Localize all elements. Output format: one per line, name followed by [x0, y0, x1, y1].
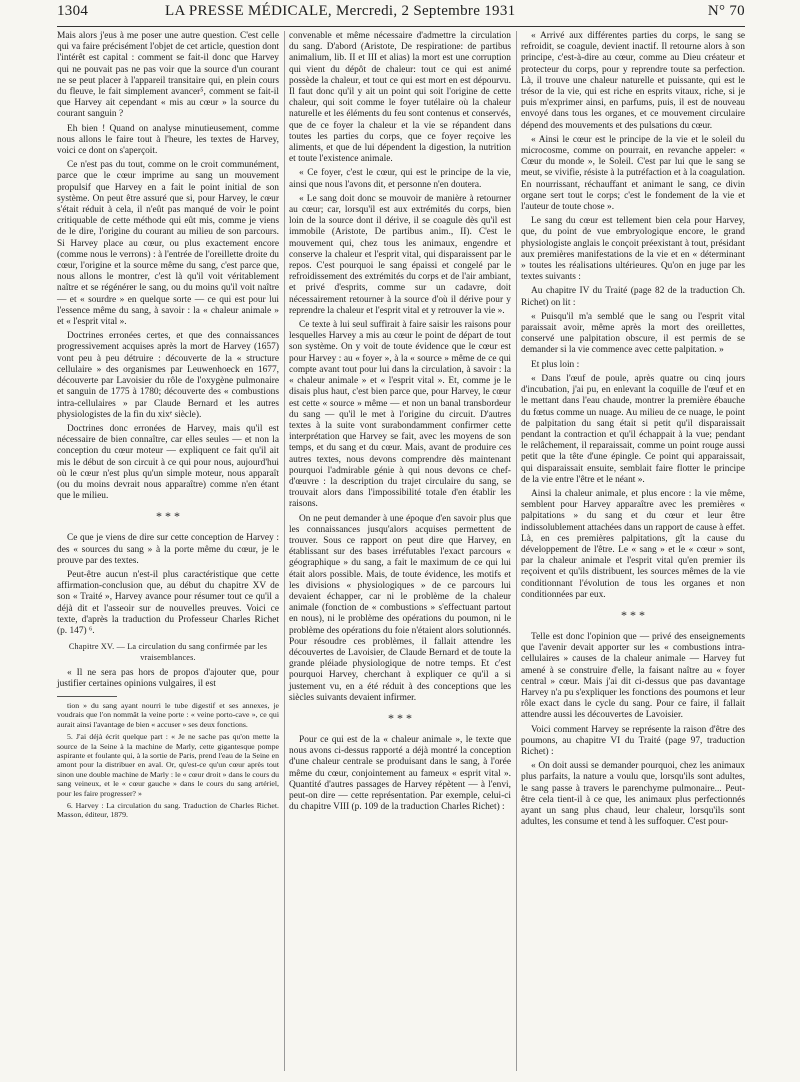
column-divider [516, 31, 517, 1071]
paragraph: Eh bien ! Quand on analyse minutieusement, comme nous allons le faire tout à l'heure, les textes de Harvey, voici ce dont on s'aperçoit. [57, 123, 279, 157]
section-separator: * * * [388, 710, 412, 725]
paragraph: Doctrines erronées certes, et que des connaissances progressivement acquises après la mort de Harvey (1657) vont peu à peu détruire : découverte de la « structure cellulaire » des organismes par Leuwenhoeck en 1677, découverte par Lavoisier du rôle de l'oxygène pulmonaire et sanguin de 1775 à 1780; découverte des « combustions intra-cellulaires » par Claude Bernard et les autres physiologistes de la fin du xixᵉ siècle). [57, 331, 279, 420]
paragraph: Ce n'est pas du tout, comme on le croit communément, parce que le cœur imprime au sang un mouvement propulsif que Harvey en a fait le point initial de son système. On peut être assuré que si, pour Harvey, le cœur s'était réduit à cela, il n'eût pas manqué de voir le point critiquable de cette méthode qui eût mis, comme je viens de le dire, l'origine du courant au milieu de son parcours. Si Harvey place au cœur, ou plus exactement encore (comme nous le verrons) : à l'entrée de l'oreillette droite du cœur, l'origine et la source même du sang, c'est parce que, nous allons le montrer, c'est là qu'il voit véritablement naître et se régénérer le sang, ou du moins qu'il voit naître — et « sourdre » en quelque sorte — ce qui est pour lui l'essence même du sang, à savoir : la « chaleur animale » et « l'esprit vital ». [57, 160, 279, 328]
paragraph: convenable et même nécessaire d'admettre la circulation du sang. D'abord (Aristote, De respiratione: de partibus animalium, lib. II et III et alias) la mort est une corruption qui vient du dépôt de chaleur: tout ce qui est animé possède la chaleur, et tout ce qui est mort en est dépourvu. Il faut donc qu'il y ait un point qui soit l'origine de cette chaleur, qui soit comme le foyer tutélaire où la chaleur naturelle et les éléments du feu sont contenus et conservés, que de ce foyer la chaleur et la vie se répandent dans toutes les parties du corps, que ce foyer reçoive les aliments, et que de lui dépendent la digestion, la nutrition et toute l'existence animale. [289, 31, 511, 165]
paragraph: Ce texte à lui seul suffirait à faire saisir les raisons pour lesquelles Harvey a mis au cœur le point de départ de tout son système. On y voit de toute évidence que le cœur est pour Harvey : au « foyer », à la « source » même de ce qui compte avant tout pour lui dans la circulation, à savoir : la « chaleur animale » et « l'esprit vital ». Et, comme je le disais plus haut, c'est bien parce que, pour Harvey, le cœur est cette « source » même — et non un banal transbordeur du sang — qu'il le met à l'origine du circuit. D'autres textes à la suite vont surabondamment confirmer cette interprétation que Harvey se fait, avec les moyens de son temps, et du sang et du cœur. Mais, avant de produire ces autres textes, nous devons comprendre dès maintenant pourquoi l'admirable génie à qui nous devons ce chef-d'œuvre : la description du trajet circulaire du sang, se trouvait alors dans l'impossibilité totale d'en établir les raisons. [289, 320, 511, 510]
paragraph: Voici comment Harvey se représente la raison d'être des poumons, au chapitre VI du Traité (page 97, traduction Richet) : [521, 724, 745, 757]
section-separator: * * * [621, 607, 645, 622]
paragraph: Au chapitre IV du Traité (page 82 de la traduction Ch. Richet) on lit : [521, 286, 745, 308]
footnote-rule [57, 696, 117, 697]
column-divider [284, 31, 285, 1071]
issue-number: N° 70 [707, 3, 745, 19]
column-3 [521, 31, 745, 831]
paragraph: « On doit aussi se demander pourquoi, chez les animaux plus parfaits, la nature a voulu que, lorsqu'ils sont adultes, le sang passe à travers le parenchyme pulmonaire... Peut-être cela tient-il à ce que, les animaux plus perfectionnés ayant un sang plus chaud, leur chaleur, lorsqu'ils sont adultes, les consume et tend à les suffoquer. C'est pour- [521, 761, 745, 828]
footnote: 5. J'ai déjà écrit quelque part : « Je ne sache pas qu'on mette la source de la Seine à la machine de Marly, cette gigantesque pompe aspirante et foulante qui, à la sortie de Paris, prend l'eau de la Seine en amont pour la distribuer en aval. Or, qu'est-ce qu'un cœur après tout sinon une double machine de Marly : le « cœur droit » dans le cours du sang veineux, et le « cœur gauche » dans le cours du sang artériel, pour les faire progresser? » [57, 732, 279, 798]
page-number: 1304 [57, 3, 89, 19]
paragraph: « Dans l'œuf de poule, après quatre ou cinq jours d'incubation, j'ai pu, en enlevant la coquille de l'œuf et en le mettant dans l'eau chaude, montrer la première ébauche du fœtus comme un nuage. Au milieu de ce nuage, le point de palpitation du sang était si petit qu'il disparaissait pendant la contraction et qu'il échappait à la vue; pendant le relâchement, il reparaissait, comme un point rouge aussi petit que la tête d'une épingle. Ce point qui apparaissait, qui disparaissait ensuite, semblait faire flotter le principe de la vie entre l'être et le néant ». [521, 373, 745, 485]
paragraph: Et plus loin : [531, 359, 580, 370]
paragraph: Mais alors j'eus à me poser une autre question. C'est celle qui va faire précisément l'objet de cet article, question dont l'intérêt est capital : comment se fait-il donc que Harvey qui ne pouvait pas ne pas voir que la source d'un courant ne se peut placer à l'appareil transitaire qui, en plein cours du fleuve, le fait simplement avancer⁵, comment se fait-il que Harvey ait cependant « mis au cœur » la source du courant sanguin ? [57, 31, 279, 120]
paragraph: Pour ce qui est de la « chaleur animale », le texte que nous avons ci-dessus rapporté a déjà montré la conception d'une chaleur centrale se produisant dans le sang, à l'orée même du cœur, conjointement au fameux « esprit vital ». Quantité d'autres passages de Harvey répètent — à l'envi, peut-on dire — cette représentation. Par exemple, celui-ci du chapitre VIII (p. 109 de la traduction Charles Richet) : [289, 734, 511, 813]
paragraph: « Ainsi le cœur est le principe de la vie et le soleil du microcosme, comme on pourrait, en revanche appeler: « Cœur du monde », le Soleil. C'est par lui que le sang se meut, se vivifie, résiste à la putréfaction et à la coagulation. En nourrissant, réchauffant et animant le sang, ce divin organe sert tout le corps; c'est le fondement de la vie et l'auteur de toute chose ». [521, 134, 745, 213]
paragraph: « Puisqu'il m'a semblé que le sang ou l'esprit vital paraissait avoir, même après la mort des oreillettes, conservé une palpitation obscure, il est permis de se demander si la vie commence avec cette palpitation. » [521, 311, 745, 356]
paragraph: On ne peut demander à une époque d'en savoir plus que les connaissances jusqu'alors acquises permettent de trouver. Sous ce rapport on peut dire que Harvey, en établissant sur des bases irréfutables l'exact parcours « géographique » du sang, a fait le maximum de ce qui lui était alors possible. Mais, de toute évidence, les motifs et les divisions « physiologiques » de ce parcours lui devaient échapper, car ni le problème de la chaleur animale (fonction de « combustions » s'effectuant partout en nous), ni le problème des opérations du poumon, ni le problème des opérations du foie n'étaient alors solutionnés. Pour résoudre ces problèmes, il fallait attendre les découvertes de Lavoisier, de Claude Bernard et de toute la grande pléiade physiologique de notre temps. Et c'est pourquoi Harvey, cherchant à expliquer ce qu'il a si justement vu, en a été réduit à des conceptions que les siècles suivants devaient infirmer. [289, 513, 511, 703]
footnote: tion » du sang ayant nourri le tube digestif et ses annexes, je voudrais que l'on nommât la veine porte : « veine porto-cave », ce qui aurait ainsi l'avantage de bien « accuser » ses deux fonctions. [57, 700, 279, 729]
paragraph: Telle est donc l'opinion que — privé des enseignements que l'avenir devait apporter sur les « combustions intra-cellulaires » causes de la chaleur animale — Harvey fut amené à se construire d'elle, la faisant naître au « foyer central » cœur. Mais j'ai dit ci-dessus que pas davantage Harvey n'a pu s'expliquer les fonctions des poumons et leur rôle exact dans le cycle du sang. Pour ce faire, il fallait attendre aussi les découvertes de Lavoisier. [521, 631, 745, 721]
paragraph: « Il ne sera pas hors de propos d'ajouter que, pour justifier certaines opinions vulgaires, il est [57, 667, 279, 689]
paragraph: Peut-être aucun n'est-il plus caractéristique que cette affirmation-conclusion que, au début du chapitre XV de son « Traité », Harvey avance pour résumer tout ce qu'il a déjà dit et l'asseoir sur de nouvelles preuves. Voici ce texte, d'après la traduction du Professeur Charles Richet (p. 147) ⁶. [57, 569, 279, 636]
paragraph: Doctrines donc erronées de Harvey, mais qu'il est nécessaire de bien connaître, car elles seules — et non la conception du cœur moteur — expliquent ce fait qu'il ait mis le début de son circuit à ce qui pour nous, aujourd'hui où le cœur n'est plus qu'un simple moteur, nous apparaît (ou du moins devrait nous apparaître) comme n'en étant que le milieu. [57, 423, 279, 502]
chapter-caption: Chapitre XV. — La circulation du sang confirmée par les vraisemblances. [68, 642, 268, 663]
paragraph: « Le sang doit donc se mouvoir de manière à retourner au cœur; car, lorsqu'il est aux extrémités du corps, bien loin de la source dont il dérive, il se coagule dès qu'il est immobile (Aristote, De partibus anim., II). C'est le mouvement qui, chez tous les animaux, engendre et conserve la chaleur et l'esprit vital, qui disparaissent par le repos. C'est pourquoi le sang épaissi et congelé par le refroidissement des extrémités du corps et de l'air ambiant, et privé d'esprits, comme sur un cadavre, doit nécessairement retourner à la source d'où il dérive pour y reprendre la chaleur et l'esprit vital et y retrouver la vie ». [289, 193, 511, 316]
paragraph: « Ce foyer, c'est le cœur, qui est le principe de la vie, ainsi que nous l'avons dit, et personne n'en doutera. [289, 168, 511, 190]
header-rule [57, 26, 745, 27]
paragraph: « Arrivé aux différentes parties du corps, le sang se refroidit, se coagule, devient inactif. Il retourne alors à son principe, c'est-à-dire au cœur, comme au Dieu créateur et protecteur du corps, pour y reprendre toute sa perfection. Là, il trouve une chaleur naturelle et puissante, qui est le trésor de la vie, qui est riche en esprits vitaux, riche, si je puis m'exprimer ainsi, en parfums, puis, il est de nouveau envoyé dans tous les organes, et ce mouvement circulaire dépend des mouvements et des pulsations du cœur. [521, 31, 745, 131]
paragraph: Le sang du cœur est tellement bien cela pour Harvey, que, du point de vue embryologique encore, le grand physiologiste anglais le conçoit préexistant à tout, présidant aux premières manifestations de la vie et en « déterminant » toutes les réalisations ultérieures. Qu'on en juge par les textes suivants : [521, 216, 745, 283]
paragraph: Ainsi la chaleur animale, et plus encore : la vie même, semblent pour Harvey apparaître avec les premières « palpitations » du sang et du cœur et leur être indissolublement attachées dans un rapport de cause à effet. Là, en ces premières palpitations, gît la cause du développement de l'être. Le « sang » et le « cœur » sont, par la chaleur animale et l'esprit vital qu'en premier ils reçoivent et qu'ils distribuent, les sources mêmes de la vie conditionnant l'évolution de tous les organes et non conditionnées par eux. [521, 488, 745, 600]
journal-title: LA PRESSE MÉDICALE, Mercredi, 2 Septembre 1931 [165, 3, 516, 19]
column-1 [57, 31, 279, 823]
footnote: 6. Harvey : La circulation du sang. Traduction de Charles Richet. Masson, éditeur, 1879. [57, 801, 279, 820]
column-2 [289, 31, 511, 816]
section-separator: * * * [156, 509, 180, 524]
paragraph: Ce que je viens de dire sur cette conception de Harvey : des « sources du sang » à la porte même du cœur, je le prouve par des textes. [57, 533, 279, 566]
